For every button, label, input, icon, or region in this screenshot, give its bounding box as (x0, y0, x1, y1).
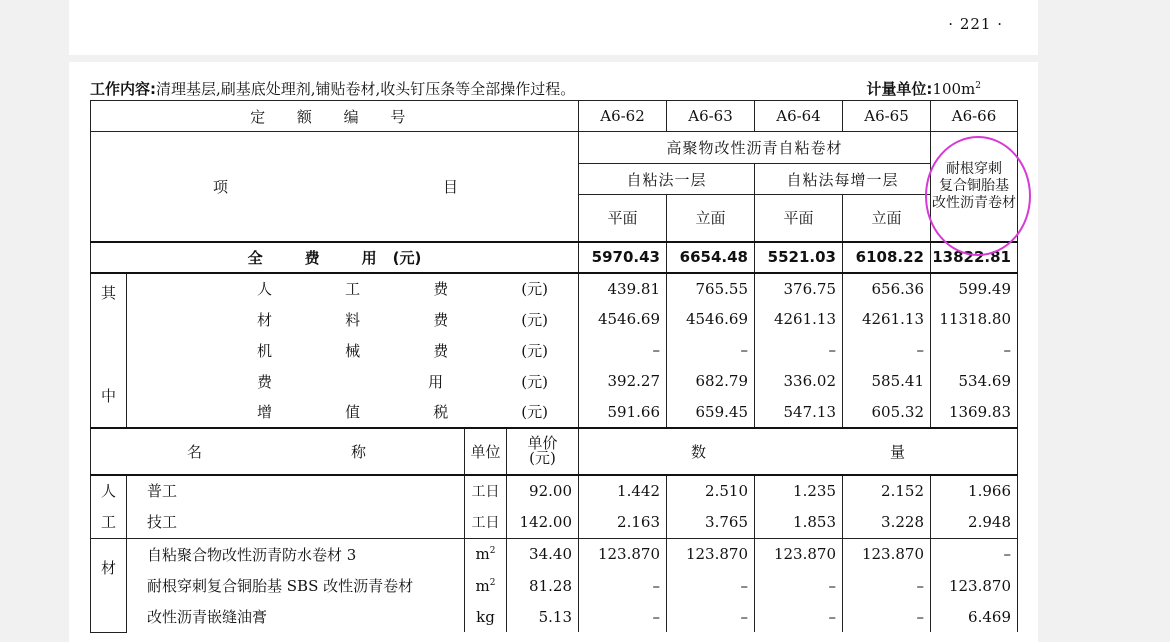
group-row (91, 132, 1018, 164)
breakdown-row (91, 366, 1018, 397)
sub-title-2: 自粘法每增一层 (755, 164, 931, 195)
breakdown-value: – (755, 335, 843, 366)
labor-name: 技工 (127, 506, 465, 538)
labor-value: 2.163 (579, 506, 667, 538)
measure-unit-label: 计量单位: (866, 80, 933, 98)
work-content-label: 工作内容: (90, 80, 156, 98)
breakdown-value: 599.49 (931, 273, 1018, 304)
breakdown-value: 659.45 (667, 397, 755, 428)
material-unit: $m^2$ (465, 538, 507, 570)
resource-name-header: 名 称 (91, 428, 465, 475)
material-value: – (843, 601, 931, 632)
code-row (91, 101, 1018, 132)
item-left: 项 (213, 177, 229, 196)
material-value: – (755, 601, 843, 632)
page-top (69, 0, 1038, 55)
material-value: – (667, 601, 755, 632)
material-unit: $m^2$ (465, 570, 507, 601)
quantity-header: 数 量 (579, 428, 1018, 475)
quota-table (90, 100, 1018, 633)
breakdown-value: 4546.69 (579, 304, 667, 335)
labor-price: 92.00 (507, 475, 579, 507)
labor-row (91, 475, 1018, 507)
breakdown-value: 4261.13 (843, 304, 931, 335)
material-value: 123.870 (931, 570, 1018, 601)
breakdown-value: 4546.69 (667, 304, 755, 335)
breakdown-value: 585.41 (843, 366, 931, 397)
material-value: 123.870 (667, 538, 755, 570)
breakdown-value: – (579, 335, 667, 366)
breakdown-value: 547.13 (755, 397, 843, 428)
material-value: – (755, 570, 843, 601)
breakdown-value: 336.02 (755, 366, 843, 397)
labor-value: 1.966 (931, 475, 1018, 507)
breakdown-name: 机 械 费 (元) (127, 335, 579, 366)
breakdown-value: – (843, 335, 931, 366)
resource-header-row (91, 428, 1018, 475)
material-side: 材 (91, 538, 127, 632)
code-cell: A6-62 (579, 101, 667, 132)
material-value: – (579, 601, 667, 632)
group-title: 高聚物改性沥青自粘卷材 (579, 132, 931, 164)
breakdown-row (91, 273, 1018, 304)
breakdown-value: 682.79 (667, 366, 755, 397)
breakdown-name: 费 用 (元) (127, 366, 579, 397)
material-value: 123.870 (843, 538, 931, 570)
code-cell: A6-64 (755, 101, 843, 132)
total-label: 全 费 用 (元) (91, 242, 579, 273)
col5-title: 耐根穿刺 复合铜胎基 改性沥青卷材 (931, 132, 1018, 242)
work-content-text: 清理基层,刷基底处理剂,铺贴卷材,收头钉压条等全部操作过程。 (156, 80, 576, 98)
labor-side: 人 工 (91, 475, 127, 539)
breakdown-row (91, 397, 1018, 428)
labor-unit: 工日 (465, 475, 507, 507)
breakdown-name: 人 工 费 (元) (127, 273, 579, 304)
labor-value: 2.510 (667, 475, 755, 507)
labor-unit: 工日 (465, 506, 507, 538)
material-value: – (579, 570, 667, 601)
material-value: – (931, 538, 1018, 570)
material-name: 改性沥青嵌缝油膏 (127, 601, 465, 632)
breakdown-name: 增 值 税 (元) (127, 397, 579, 428)
total-row (91, 242, 1018, 273)
total-value: 6654.48 (667, 242, 755, 273)
breakdown-value: 534.69 (931, 366, 1018, 397)
material-value: – (843, 570, 931, 601)
labor-value: 1.442 (579, 475, 667, 507)
labor-value: 2.152 (843, 475, 931, 507)
breakdown-value: 4261.13 (755, 304, 843, 335)
material-row (91, 601, 1018, 632)
labor-value: 1.235 (755, 475, 843, 507)
code-cell: A6-66 (931, 101, 1018, 132)
breakdown-side: 其 中 (91, 273, 127, 428)
measure-unit-sup: 2 (975, 81, 981, 91)
face-cell: 立面 (667, 195, 755, 242)
breakdown-name: 材 料 费 (元) (127, 304, 579, 335)
measure-unit-value: 100m (932, 80, 976, 98)
material-price: 5.13 (507, 601, 579, 632)
labor-name: 普工 (127, 475, 465, 507)
breakdown-value: 376.75 (755, 273, 843, 304)
breakdown-value: – (931, 335, 1018, 366)
resource-price-header: 单价 (元) (507, 428, 579, 475)
material-price: 34.40 (507, 538, 579, 570)
item-right: 目 (442, 177, 458, 196)
breakdown-value: 439.81 (579, 273, 667, 304)
material-row (91, 538, 1018, 570)
breakdown-value: 765.55 (667, 273, 755, 304)
work-content (90, 78, 575, 99)
face-cell: 平面 (755, 195, 843, 242)
material-value: 123.870 (755, 538, 843, 570)
item-header (91, 132, 579, 242)
labor-row (91, 506, 1018, 538)
breakdown-value: 1369.83 (931, 397, 1018, 428)
material-value: 6.469 (931, 601, 1018, 632)
total-value: 5521.03 (755, 242, 843, 273)
labor-value: 3.765 (667, 506, 755, 538)
labor-value: 1.853 (755, 506, 843, 538)
material-unit: kg (465, 601, 507, 632)
material-price: 81.28 (507, 570, 579, 601)
material-value: – (667, 570, 755, 601)
breakdown-value: 605.32 (843, 397, 931, 428)
labor-value: 2.948 (931, 506, 1018, 538)
page-main (69, 62, 1038, 642)
breakdown-value: – (667, 335, 755, 366)
code-cell: A6-65 (843, 101, 931, 132)
breakdown-row (91, 335, 1018, 366)
face-cell: 立面 (843, 195, 931, 242)
labor-price: 142.00 (507, 506, 579, 538)
total-value: 5970.43 (579, 242, 667, 273)
breakdown-value: 591.66 (579, 397, 667, 428)
code-cell: A6-63 (667, 101, 755, 132)
breakdown-value: 392.27 (579, 366, 667, 397)
code-label: 定 额 编 号 (91, 101, 579, 132)
labor-value: 3.228 (843, 506, 931, 538)
resource-unit-header: 单位 (465, 428, 507, 475)
total-value: 13822.81 (931, 242, 1018, 273)
breakdown-value: 11318.80 (931, 304, 1018, 335)
material-row (91, 570, 1018, 601)
page-number: · 221 · (948, 15, 1003, 33)
breakdown-row (91, 304, 1018, 335)
material-name: 自粘聚合物改性沥青防水卷材 3 (127, 538, 465, 570)
total-value: 6108.22 (843, 242, 931, 273)
material-name: 耐根穿刺复合铜胎基 SBS 改性沥青卷材 (127, 570, 465, 601)
measure-unit (866, 78, 981, 99)
breakdown-value: 656.36 (843, 273, 931, 304)
face-cell: 平面 (579, 195, 667, 242)
sub-title-1: 自粘法一层 (579, 164, 755, 195)
material-value: 123.870 (579, 538, 667, 570)
